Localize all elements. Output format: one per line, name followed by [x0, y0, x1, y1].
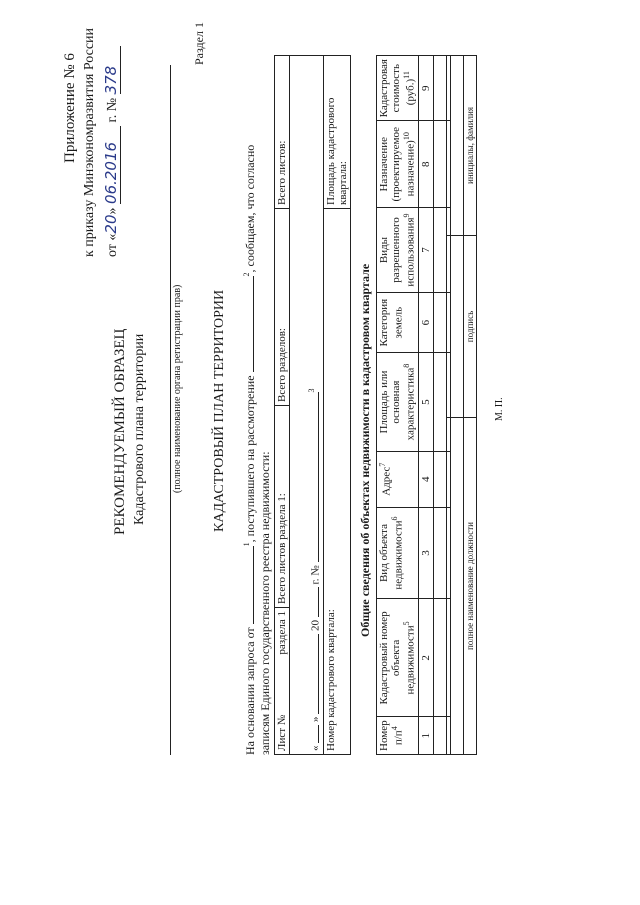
date-month-blank [318, 634, 319, 714]
col-header: Номер $п/п^4$ [377, 717, 419, 755]
col-header: Площадь или основная характеристика$^8$ [377, 353, 419, 451]
col-header: Вид объекта недвижимости$^6$ [377, 507, 419, 599]
col-number: 4 [418, 451, 433, 507]
col-header: Виды разрешенного использования$^9$ [377, 208, 419, 293]
position-caption: полное наименование должности [464, 418, 477, 755]
all-sheets-section1-cell: Всего листов раздела 1: [275, 406, 290, 608]
date-open-quote: « [310, 745, 322, 751]
request-date-blank [253, 546, 254, 624]
recommended-subtitle: Кадастрового плана территории [132, 333, 147, 525]
basis-text-part2: , поступившего на рассмотрение [243, 375, 257, 543]
col-header: Категория земель [377, 292, 419, 352]
stamp-place: М. П. [494, 397, 505, 421]
initials-caption: инициалы, фамилия [464, 56, 477, 236]
recommended-sample-heading: РЕКОМЕНДУЕМЫЙ ОБРАЗЕЦ [112, 328, 128, 535]
date-row [290, 56, 324, 755]
appendix-number: 378 [102, 46, 121, 94]
col-number: 5 [418, 353, 433, 451]
basis-line-1 [242, 145, 258, 755]
document-title: КАДАСТРОВЫЙ ПЛАН ТЕРРИТОРИИ [212, 289, 227, 532]
footnote-2: 2 [242, 272, 251, 277]
appendix-year-suffix: г. № [105, 97, 120, 123]
all-sections-cell: Всего разделов: [275, 209, 290, 406]
col-header: Кадастровая стоимость $(руб.)^{11}$ [377, 56, 419, 121]
date-close-quote: » [310, 716, 322, 722]
footnote-3: 3 [307, 388, 317, 393]
date-day-blank [318, 725, 319, 743]
col-number: 1 [418, 717, 433, 755]
appendix-title: Приложение № 6 [62, 53, 78, 163]
col-number: 9 [418, 56, 433, 121]
col-number: 8 [418, 121, 433, 208]
basis-line-2: записям Единого государственного реестра недвижимости: [258, 451, 272, 755]
section-label: Раздел 1 [192, 22, 206, 65]
col-number: 3 [418, 507, 433, 599]
basis-text-part3: , сообщаем, что согласно [243, 144, 257, 273]
col-header: Адрес$^7$ [377, 451, 419, 507]
objects-header-row [377, 56, 419, 755]
appendix-date-line [102, 46, 121, 257]
received-date-blank [253, 276, 254, 372]
quarter-number-cell: Номер кадастрового квартала: [324, 209, 351, 755]
signature-caption: подпись [464, 236, 477, 418]
appendix-day: 20 [102, 214, 120, 234]
sheet-number-label: Лист № [276, 714, 288, 751]
org-name-line [170, 65, 171, 755]
appendix-quote-close: » [105, 207, 120, 215]
objects-heading: Общие сведения об объектах недвижимости в кадастровом квартале [358, 263, 372, 637]
date-number-label: г. № [310, 565, 322, 585]
all-sheets-cell: Всего листов: [275, 56, 290, 209]
quarter-area-cell: Площадь кадастрового квартала: [324, 56, 351, 209]
footnote-1: 1 [242, 542, 251, 547]
appendix-order-line: к приказу Минэкономразвития России [82, 27, 97, 257]
sheet-number-cell [275, 608, 290, 755]
basis-text-part1: На основании запроса от [243, 627, 257, 755]
appendix-from-prefix: от « [105, 233, 120, 257]
objects-table [376, 55, 451, 755]
date-year: 20 [310, 620, 322, 631]
org-name-caption: (полное наименование органа регистрации прав) [172, 284, 183, 493]
sheet-info-table [274, 55, 351, 755]
col-number: 7 [418, 208, 433, 293]
col-header: Назначение (проектируемое назначение)$^{10}$ [377, 121, 419, 208]
appendix-month-year: 06.2016 [102, 126, 121, 204]
signature-table [446, 55, 477, 755]
col-number: 6 [418, 292, 433, 352]
col-header: Кадастровый номер объекта недвижимости$^5$ [377, 599, 419, 717]
objects-number-row [418, 56, 433, 755]
section1-label: раздела 1 [276, 611, 288, 655]
date-year-blank [318, 587, 319, 617]
date-number-blank [318, 392, 319, 562]
col-number: 2 [418, 599, 433, 717]
